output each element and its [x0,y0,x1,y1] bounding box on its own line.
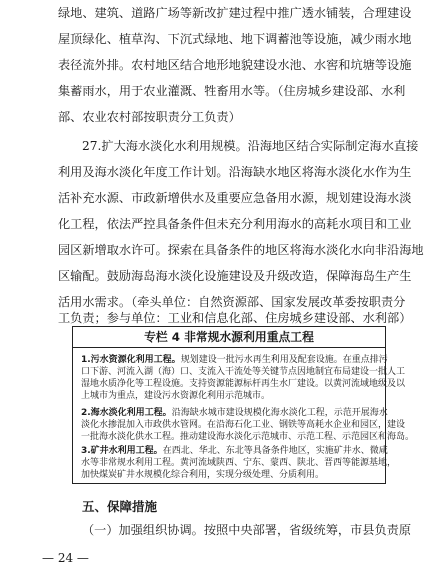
box-text: 规划建设一批污水再生利用及配套设施。在重点排污 [180,355,388,365]
box-item-heading: 3.矿井水利用工程。 [81,446,163,456]
box-line: 湿地水质净化等工程设施。支持资源能源标杆再生水厂建设。以黄河流域地级及以 [81,379,406,389]
text-line: 活补充水源、市政新增供水及重要应急备用水源，规划建设海水淡 [58,191,412,205]
box-line: 加快煤炭矿井水规模化综合利用，实现分级处理、分质利用。 [81,470,325,480]
text-line: 屋顶绿化、植草沟、下沉式绿地、地下调蓄池等设施，减少雨水地 [58,32,412,46]
box-text: 沿海缺水城市建设规模化海水淡化工程，示范开展海水 [171,408,388,418]
page-number: — 24 — [42,551,89,565]
column-box-non-conventional-water [72,326,415,484]
box-line: 一批海水淡化供水工程。推动建设海水淡化示范城市、示范工程、示范园区和海岛。 [81,432,415,442]
box-item-heading: 1.污水资源化利用工程。 [81,355,181,365]
box-line [81,354,388,366]
text-line: 27.扩大海水淡化水利用规模。沿海地区结合实际制定海水直接 [82,139,419,153]
paragraph-organization: （一）加强组织协调。按照中央部署，省级统筹，市县负责原 [82,523,412,537]
box-title: 专栏 4 非常规水源利用重点工程 [73,327,385,348]
text-line: 区输配。鼓励海岛海水淡化设施建设及升级改造，保障海岛生产生 [58,269,412,283]
text-line: 利用及海水淡化年度工作计划。沿海缺水地区将海水淡化水作为生 [58,165,412,179]
text-line: 集蓄雨水，用于农业灌溉、牲畜用水等。（住房城乡建设部、水利 [58,84,406,98]
text-line: 化工程，依法严控具备条件但未充分利用海水的高耗水项目和工业 [58,217,412,231]
section-heading: 五、保障措施 [82,499,158,514]
box-line [81,407,388,419]
box-line: 上城市为重点，建设污水资源化利用示范城市。 [81,391,271,401]
box-line [81,445,388,457]
box-line: 水等非常规水利用工程。黄河流域陕西、宁东、蒙西、陕北、晋西等能源基地， [81,458,397,468]
box-item-heading: 2.海水淡化利用工程。 [81,408,172,418]
text-line: 部、农业农村部按职责分工负责） [58,110,241,124]
text-line: 园区新增取水许可。探索在具备条件的地区将海水淡化水向非沿海地 [58,243,424,257]
text-line: 表径流外排。农村地区结合地形地貌建设水池、水窖和坑塘等设施 [58,58,412,72]
text-line: 绿地、建筑、道路广场等新改扩建过程中推广透水铺装，合理建设 [58,6,412,20]
text-line: 活用水需求。（牵头单位：自然资源部、国家发展改革委按职责分 [58,295,406,309]
box-text: 在西北、华北、东北等具备条件地区，实施矿井水、微咸 [162,446,388,456]
text-line: 工负责；参与单位：工业和信息化部、住房城乡建设部、水利部） [58,311,412,325]
box-line: 淡化水掺混加入市政供水管网。在沿海石化工业、钢铁等高耗水企业和园区，建设 [81,420,406,430]
box-line: 口下游、河流入湖（海）口、支流入干流处等关键节点因地制宜布局建设一批人工 [81,367,406,377]
